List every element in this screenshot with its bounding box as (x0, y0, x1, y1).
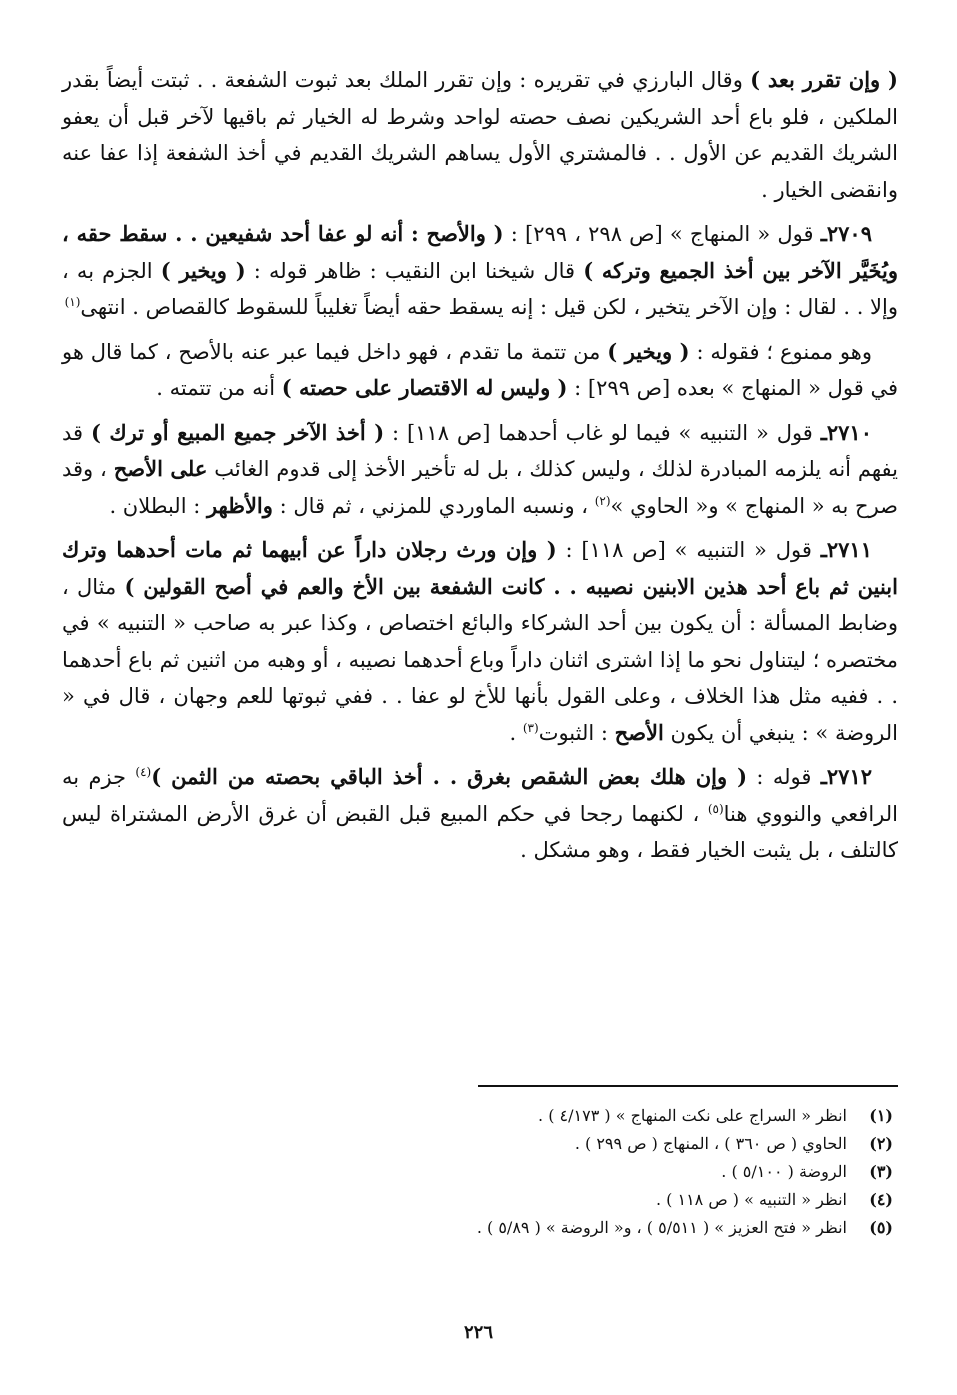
footnote-text: الحاوي ( ص ٣٦٠ ) ، المنهاج ( ص ٢٩٩ ) . (574, 1134, 847, 1153)
text-run: جزم به الرافعي والنووي هنا (62, 765, 898, 826)
quoted-text: ( وإن ورث رجلان داراً عن أبيهما ثم مات أحدهما وترك ابنين ثم باع أحد هذين الابنين نصيبه . . كانت الشفعة بين الأخ والعم في أصح القولين ) (62, 537, 898, 599)
footnote-separator (478, 1085, 898, 1087)
text-run: الجزم به ، وإلا . . لقال : وإن الآخر يتخير ، لكن قيل : إنه يسقط حقه أيضاً تغليباً للسقوط كالقصاص . انتهى (62, 258, 898, 319)
footnote (373, 1186, 893, 1214)
footnote (373, 1102, 893, 1130)
text-run: قول « التنبيه » [ص ١١٨] : (556, 538, 821, 562)
text-run: قول « المنهاج » [ص ٢٩٨ ، ٢٩٩] : (503, 222, 821, 246)
paragraph (62, 216, 898, 326)
page-number: ٢٢٦ (463, 1322, 493, 1343)
footnote (373, 1130, 893, 1158)
quoted-text: ( أخذ الآخر جميع المبيع أو ترك ) (90, 419, 385, 445)
footnote-number: (٥) (869, 1218, 893, 1237)
footnote-ref: (٥) (707, 801, 724, 816)
footnote-ref: (٣) (522, 720, 539, 735)
entry-number: ٢٧١١ـ (820, 537, 872, 562)
quoted-text: ( والأصح : أنه لو عفا أحد شفيعين . . سقط حقه ، ويُخَيَّر الآخر بين أخذ الجميع وتركه ) (62, 221, 898, 283)
footnote-text: انظر « السراج على نكت المنهاج » ( ٤/١٧٣ ) . (538, 1106, 847, 1125)
paragraph (62, 759, 898, 869)
footnote (373, 1214, 893, 1242)
text-run: من تتمة ما تقدم ، فهو داخل فيما عبر عنه بالأصح ، كما قال هو في قول « المنهاج » بعده [ص ٢٩٩] : (62, 339, 898, 400)
text-run: . (509, 720, 523, 745)
paragraph (62, 415, 898, 525)
quoted-text: ( وإن تقرر بعد ) (750, 67, 898, 92)
footnote-number: (٢) (869, 1134, 893, 1153)
footnote-text: انظر « فتح العزيز » ( ٥/٥١١ ) ، و« الروضة » ( ٥/٨٩ ) . (476, 1218, 847, 1237)
quoted-text: ( ويخير ) (607, 338, 690, 364)
quoted-text: الأصح (614, 719, 664, 745)
entry-number: ٢٧١٢ـ (820, 764, 873, 789)
entry-number: ٢٧١٠ـ (820, 419, 872, 445)
footnote-text: الروضة ( ٥/١٠٠ ) . (721, 1162, 847, 1181)
footnote-ref: (٤) (135, 765, 152, 779)
text-run: ، ونسبه الماوردي للمزني ، ثم قال : (272, 493, 595, 518)
quoted-text: والأظهر (206, 492, 273, 518)
footnote-number: (١) (869, 1106, 893, 1125)
text-run: قال شيخنا ابن النقيب : ظاهر قوله : (245, 258, 584, 283)
text-run: قد يفهم أنه يلزمه المبادرة لذلك ، وليس كذلك ، بل له تأخير الأخذ إلى قدوم الغائب (62, 420, 898, 481)
paragraph (62, 334, 898, 407)
footnote-text: انظر « التنبيه » ( ص ١١٨ ) . (655, 1190, 847, 1209)
text-run: قوله : (747, 765, 821, 789)
text-run: مثال ، وضابط المسألة : أن يكون بين أحد الشركاء والبائع اختصاص ، وكذا عبر به صاحب « التنبيه » في مختصره ؛ ليتناول نحو ما إذا اشترى اثنان داراً وباع أحدهما نصيبه ، أو وهبه من اثنين ثم باع أحدهما . . ففيه مثل هذا الخلاف ، وعلى القول بأنها للأخ لو عفا . . ففي ثبوتها للعم وجهان ، قال في « الروضة » : ينبغي أن يكون (62, 574, 898, 745)
quoted-text: ( ويخير ) (160, 257, 246, 283)
footnote-number: (٤) (869, 1190, 893, 1209)
page-body (62, 62, 898, 877)
quoted-text: ( وإن هلك بعض الشقص بغرق . . أخذ الباقي بحصته من الثمن ) (151, 764, 748, 789)
text-run: : الثبوت (538, 720, 615, 745)
text-run: : البطلان . (109, 493, 207, 518)
text-run: أنه من تتمته . (156, 376, 282, 400)
text-run: ، وقد صرح به « المنهاج » و« الحاوي » (62, 457, 898, 518)
footnote-number: (٣) (869, 1162, 893, 1181)
footnote-ref: (١) (64, 295, 81, 309)
main-text (62, 62, 898, 869)
quoted-text: ( وليس له الاقتصار على حصته ) (281, 375, 568, 400)
entry-number: ٢٧٠٩ـ (820, 221, 872, 246)
footnote (373, 1158, 893, 1186)
paragraph (62, 62, 898, 208)
text-run: وهو ممنوع ؛ فقوله : (689, 339, 872, 364)
footnote-ref: (٢) (594, 493, 611, 508)
paragraph (62, 532, 898, 751)
text-run: ، لكنهما رجحا في حكم المبيع قبل القبض أن غرق الأرض المشتراة ليس كالتلف ، بل يثبت الخيار فقط ، وهو مشكل . (62, 801, 898, 862)
text-run: قول « التنبيه » فيما لو غاب أحدهما [ص ١١٨] : (384, 420, 821, 445)
quoted-text: على الأصح (113, 456, 208, 481)
text-run: وقال البارزي في تقريره : وإن تقرر الملك بعد ثبوت الشفعة . . ثبتت أيضاً بقدر الملكين ، فلو باع أحد الشريكين نصف حصته لواحد وشرط له الخيار ثم باقيها لآخر قبل أن يعفو الشريك القديم عن الأول . . فالمشتري الأول يساهم الشريك القديم في أخذ الشفعة إذا عفا عنه وانقضى الخيار . (62, 68, 898, 202)
footnotes (373, 1102, 893, 1242)
